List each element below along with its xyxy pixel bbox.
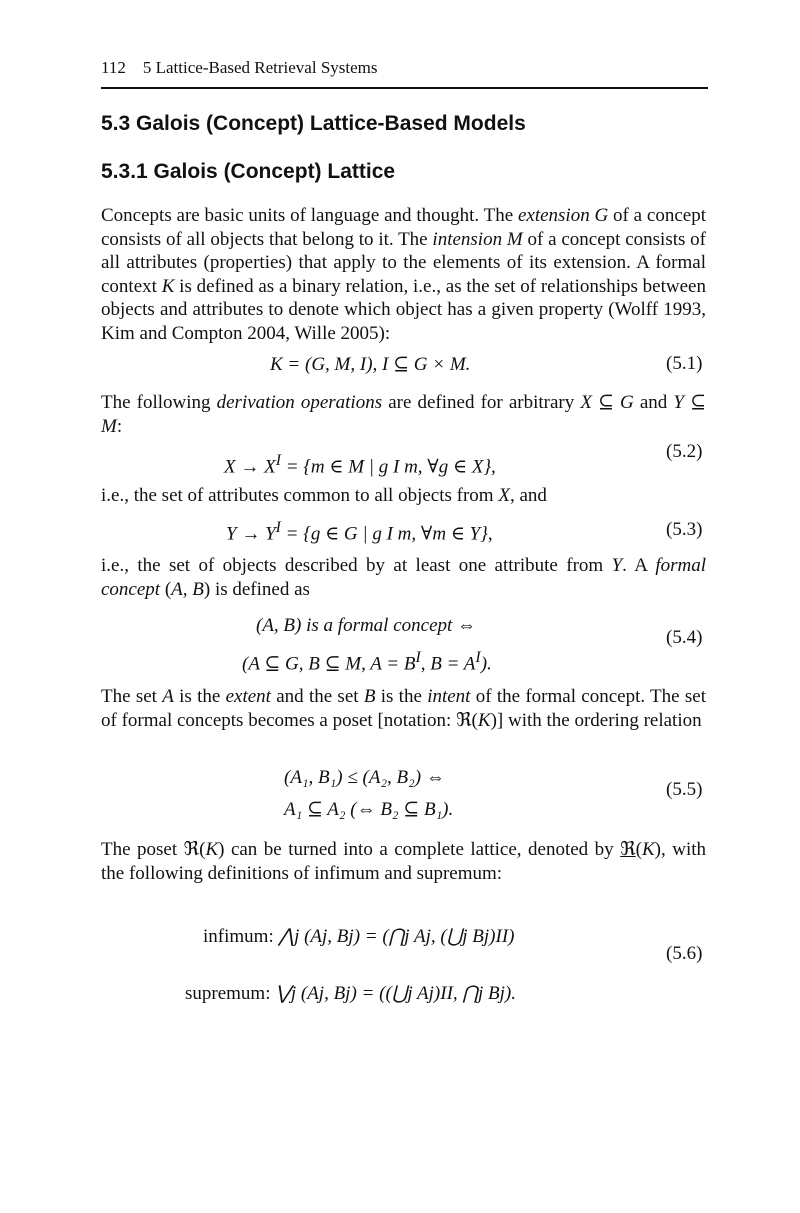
subsection-title: 5.3.1 Galois (Concept) Lattice (101, 160, 396, 183)
equation-5-2: $X \to X^I = \{m$ ∈ M | g I m, ∀g ∈ X}, (224, 452, 496, 478)
equation-5-1: K = (G, M, I), I ⊆ G × M. (270, 354, 471, 375)
running-title: 5 Lattice-Based Retrieval Systems (142, 58, 378, 77)
equation-5-4-line1: (A, B) is a formal concept ⇔ (256, 615, 477, 636)
equation-5-3: $Y \to Y^I = \{g$ ∈ G | g I m, ∀m ∈ Y}, (226, 519, 493, 545)
paragraph-intro: Concepts are basic units of language and thought. The extension G of a concept consists of all objects that belong to it. The intension M of a concept consists of all attributes (properties) that apply to the elements of its extension. A formal context K is defined as a binary relation, i.e., as the set of relationships between objects and attributes to denote which object has a given property (Wolff 1993, Kim and Compton 2004, Wille 2005): (101, 205, 707, 344)
equation-5-4-line2: (A ⊆ G, B ⊆ M, $A = B^I$, $B = A^I$). (242, 649, 492, 675)
paragraph-formal-concept: i.e., the set of objects described by at least one attribute from Y. A formal concept (A, B) is defined as (101, 555, 706, 600)
running-header (101, 58, 378, 78)
equation-5-6-infimum: infimum: ⋀j (Aj, Bj) = (⋂j Aj, (⋃j Bj)II) (203, 926, 515, 947)
equation-number: (5.3) (666, 519, 703, 540)
equation-5-5-line2: A₁ ⊆ A₂ (⇔ B₂ ⊆ B₁). (284, 799, 454, 820)
paragraph-derivation: The following derivation operations are defined for arbitrary X ⊆ G and Y ⊆ M: (101, 392, 707, 437)
equation-number: (5.2) (666, 441, 703, 462)
paragraph-lattice: The poset ℜ(K) can be turned into a complete lattice, denoted by ℜ(K), with the following definitions of infimum and supremum: (101, 839, 707, 884)
header-rule (101, 87, 708, 89)
equation-5-5-line1: (A₁, B₁) ≤ (A₂, B₂) ⇔ (284, 767, 445, 788)
equation-number: (5.4) (666, 627, 703, 648)
section-title: 5.3 Galois (Concept) Lattice-Based Models (101, 112, 526, 135)
equation-number: (5.1) (666, 353, 703, 374)
paragraph-extent-intent: The set A is the extent and the set B is the intent of the formal concept. The set of formal concepts becomes a poset [notation: ℜ(K)] with the ordering relation (101, 686, 706, 731)
equation-5-6-supremum: supremum: ⋁j (Aj, Bj) = ((⋃j Aj)II, ⋂j Bj). (185, 983, 516, 1004)
equation-number: (5.6) (666, 943, 703, 964)
paragraph-attributes: i.e., the set of attributes common to all objects from X, and (101, 485, 547, 506)
equation-number: (5.5) (666, 779, 703, 800)
page-number: 112 (101, 58, 126, 77)
